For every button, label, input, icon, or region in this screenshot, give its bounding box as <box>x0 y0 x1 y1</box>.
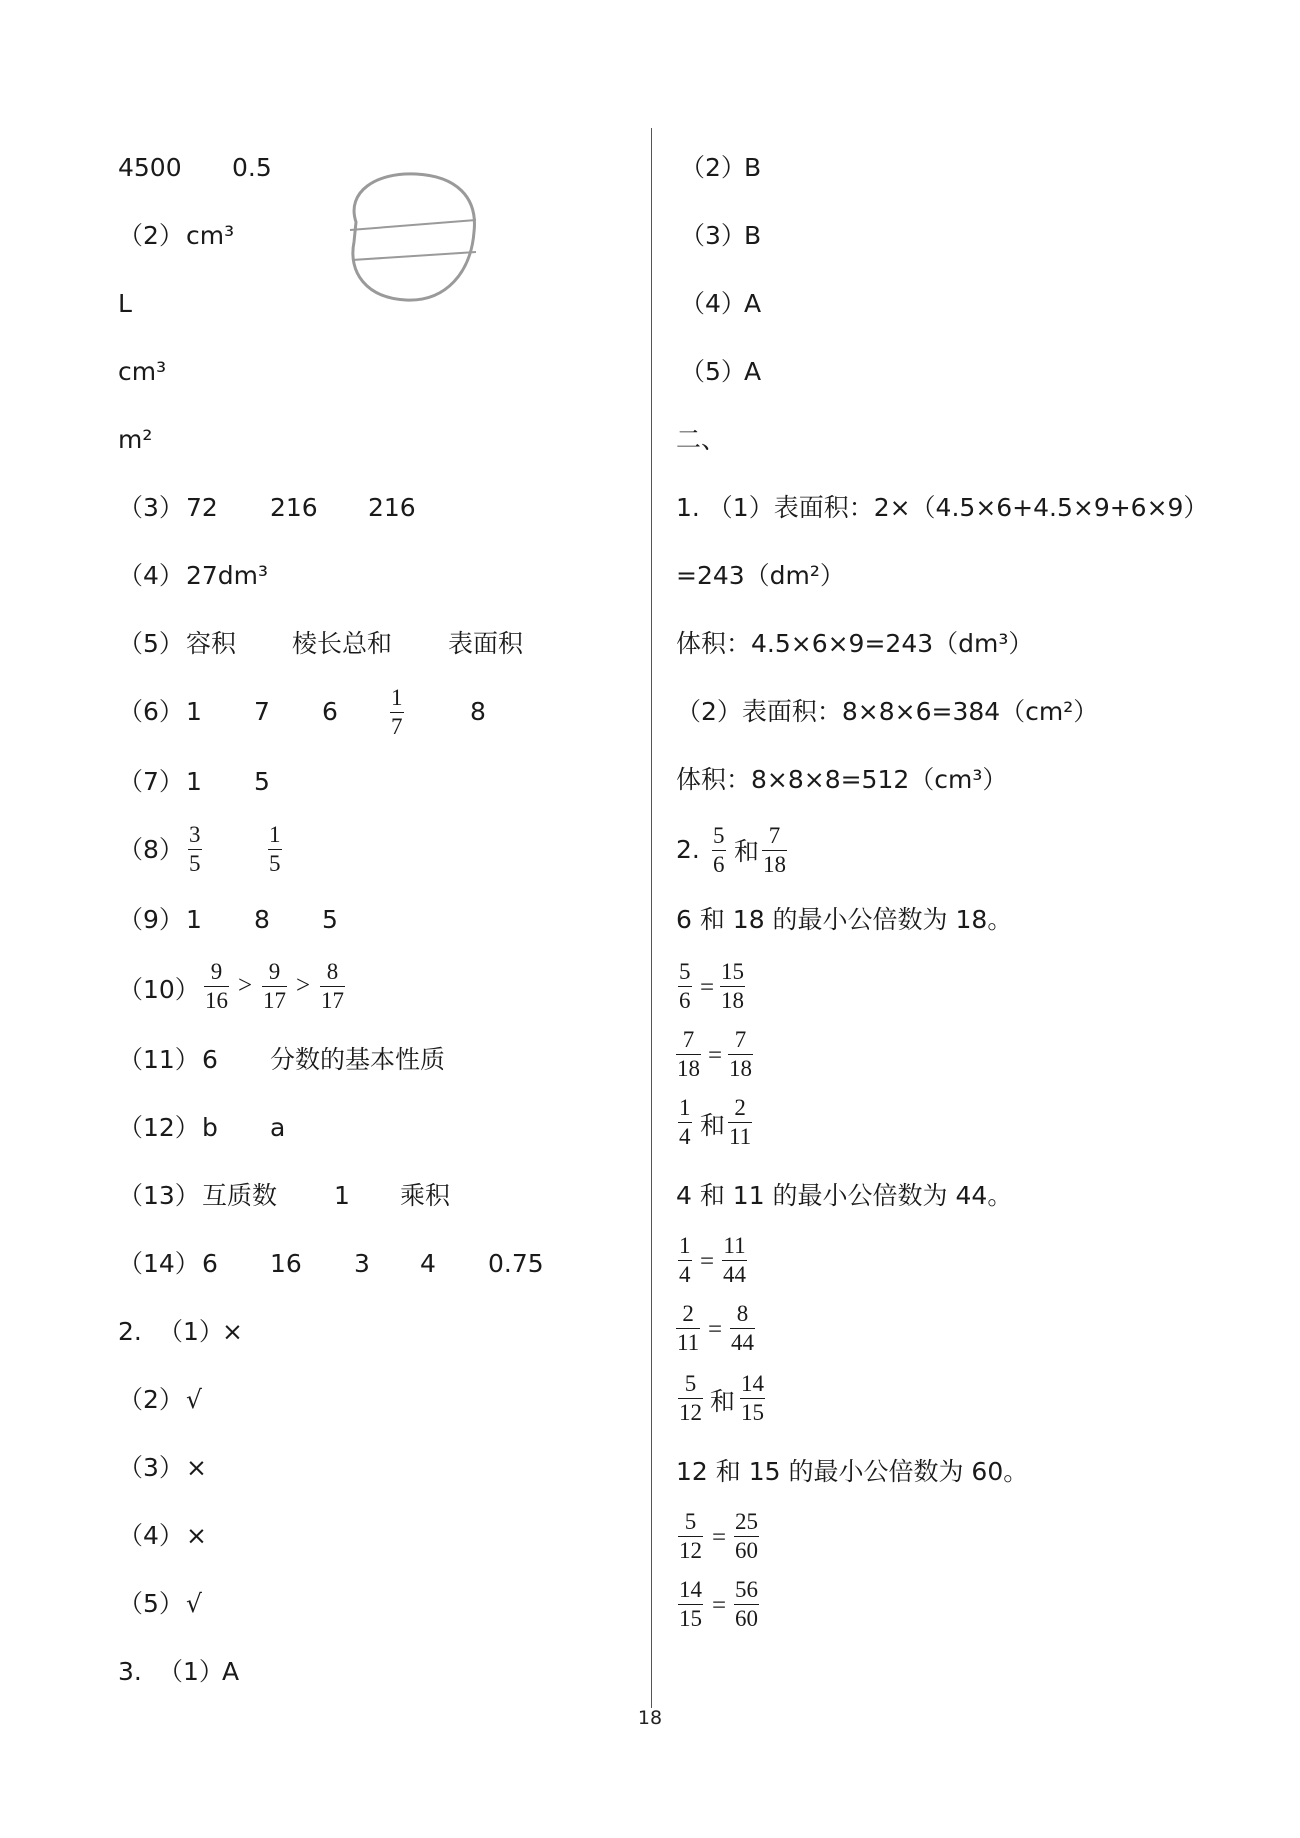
equals-sign: = <box>700 1248 715 1275</box>
answer-value: 6 <box>202 1045 218 1074</box>
denominator: 6 <box>713 852 725 877</box>
answer-value: a <box>270 1113 286 1142</box>
numerator: 5 <box>678 1508 703 1537</box>
answer-value: 5 <box>322 905 338 934</box>
answer-value: 4 <box>420 1249 436 1278</box>
fraction <box>676 1026 701 1083</box>
answer-value: 互质数 <box>202 1181 278 1210</box>
answer-value: 表面积 <box>448 629 524 658</box>
numerator: 7 <box>676 1026 701 1055</box>
fraction <box>678 1232 692 1289</box>
fraction <box>728 1026 753 1083</box>
answer-line: 体积：4.5×6×9=243（dm³） <box>676 629 1034 658</box>
item-number: （8） <box>118 835 184 864</box>
denominator: 12 <box>679 1538 702 1563</box>
numerator: 9 <box>262 958 287 987</box>
equals-sign: = <box>700 974 715 1001</box>
fraction <box>720 958 745 1015</box>
answer-value: b <box>202 1113 218 1142</box>
denominator: 12 <box>679 1400 702 1425</box>
item-number: （3） <box>118 493 184 522</box>
fraction <box>678 1370 703 1427</box>
answer-value: L <box>118 289 132 318</box>
denominator: 7 <box>391 714 403 739</box>
answer-value: 16 <box>270 1249 302 1278</box>
answer-value: 1 <box>186 697 202 726</box>
item-number: （2） <box>118 1385 184 1414</box>
equals-sign: = <box>708 1042 723 1069</box>
answer-value: 3 <box>354 1249 370 1278</box>
denominator: 44 <box>731 1330 754 1355</box>
item-number: （3） <box>680 221 746 250</box>
greater-than-sign: > <box>238 972 253 999</box>
item-number: （4） <box>118 1521 184 1550</box>
fraction <box>730 1300 755 1357</box>
denominator: 17 <box>321 988 344 1013</box>
fraction <box>740 1370 765 1427</box>
answer-line: 6 和 18 的最小公倍数为 18。 <box>676 905 1013 934</box>
denominator: 15 <box>741 1400 764 1425</box>
item-number: （12） <box>118 1113 200 1142</box>
numerator: 9 <box>204 958 229 987</box>
numerator: 8 <box>730 1300 755 1329</box>
denominator: 44 <box>723 1262 746 1287</box>
item-number: （2） <box>680 153 746 182</box>
answer-value: 6 <box>322 697 338 726</box>
answer-value: cm³ <box>118 357 167 386</box>
denominator: 6 <box>679 988 691 1013</box>
numerator: 1 <box>268 821 282 850</box>
numerator: 15 <box>720 958 745 987</box>
denominator: 11 <box>677 1330 700 1355</box>
answer-value: 7 <box>254 697 270 726</box>
answer-line: =243（dm²） <box>676 561 845 590</box>
fraction <box>678 1094 692 1151</box>
section-number: 3. <box>118 1657 142 1686</box>
fraction <box>262 958 287 1015</box>
answer-value: 乘积 <box>400 1181 451 1210</box>
denominator: 60 <box>735 1538 758 1563</box>
answer-value: 分数的基本性质 <box>270 1045 446 1074</box>
fraction <box>678 958 692 1015</box>
answer-value: 8 <box>470 697 486 726</box>
answer-value: 1 <box>186 767 202 796</box>
answer-value: × <box>186 1521 207 1550</box>
and-word: 和 <box>710 1387 736 1416</box>
numerator: 2 <box>676 1300 700 1329</box>
answer-line: 4 和 11 的最小公倍数为 44。 <box>676 1181 1013 1210</box>
denominator: 17 <box>263 988 286 1013</box>
item-number: （2） <box>118 221 184 250</box>
numerator: 1 <box>678 1094 692 1123</box>
denominator: 5 <box>189 851 201 876</box>
denominator: 15 <box>679 1606 702 1631</box>
answer-value: 6 <box>202 1249 218 1278</box>
answer-line: 12 和 15 的最小公倍数为 60。 <box>676 1457 1029 1486</box>
denominator: 60 <box>735 1606 758 1631</box>
item-number: （6） <box>118 697 184 726</box>
numerator: 5 <box>712 822 726 851</box>
equals-sign: = <box>708 1316 723 1343</box>
item-number: （9） <box>118 905 184 934</box>
numerator: 1 <box>678 1232 692 1261</box>
answer-value: 容积 <box>186 629 237 658</box>
denominator: 18 <box>763 852 786 877</box>
numerator: 14 <box>678 1576 703 1605</box>
section-number: 2. <box>676 835 700 864</box>
fraction <box>268 821 282 878</box>
numerator: 56 <box>734 1576 759 1605</box>
numerator: 3 <box>188 821 202 850</box>
answer-value: 1 <box>334 1181 350 1210</box>
item-number: （5） <box>680 357 746 386</box>
fraction <box>722 1232 747 1289</box>
denominator: 5 <box>269 851 281 876</box>
answer-value: × <box>222 1317 243 1346</box>
fraction <box>320 958 345 1015</box>
answer-value: 216 <box>368 493 416 522</box>
answer-value: 0.75 <box>488 1249 544 1278</box>
answer-value: √ <box>186 1385 202 1414</box>
numerator: 5 <box>678 1370 703 1399</box>
answer-value: B <box>744 221 762 250</box>
fraction <box>734 1508 759 1565</box>
numerator: 1 <box>390 684 404 713</box>
item-number: （1） <box>158 1317 224 1346</box>
answer-value: A <box>744 357 762 386</box>
item-number: （5） <box>118 1589 184 1618</box>
item-number: （10） <box>118 975 200 1004</box>
answer-value: 72 <box>186 493 218 522</box>
fraction <box>762 822 787 879</box>
fraction <box>390 684 404 741</box>
answer-value: 5 <box>254 767 270 796</box>
numerator: 7 <box>728 1026 753 1055</box>
answer-line: （2）表面积：8×8×6=384（cm²） <box>676 697 1099 726</box>
section-heading: 二、 <box>676 425 727 454</box>
answer-value: A <box>222 1657 240 1686</box>
answer-value: A <box>744 289 762 318</box>
item-number: （14） <box>118 1249 200 1278</box>
answer-value: 1 <box>186 905 202 934</box>
fraction <box>676 1300 700 1357</box>
denominator: 4 <box>679 1262 691 1287</box>
numerator: 8 <box>320 958 345 987</box>
stamp-logo <box>336 162 486 312</box>
and-word: 和 <box>734 837 760 866</box>
denominator: 11 <box>729 1124 752 1149</box>
item-number: （7） <box>118 767 184 796</box>
answer-value: cm³ <box>186 221 235 250</box>
item-number: （4） <box>680 289 746 318</box>
answer-value: 216 <box>270 493 318 522</box>
fraction <box>728 1094 752 1151</box>
fraction <box>712 822 726 879</box>
answer-value: 4500 <box>118 153 182 182</box>
denominator: 18 <box>721 988 744 1013</box>
equals-sign: = <box>712 1524 727 1551</box>
answer-value: 8 <box>254 905 270 934</box>
greater-than-sign: > <box>296 972 311 999</box>
answer-value: 27dm³ <box>186 561 269 590</box>
denominator: 4 <box>679 1124 691 1149</box>
answer-value: √ <box>186 1589 202 1618</box>
numerator: 14 <box>740 1370 765 1399</box>
item-number: （1） <box>158 1657 224 1686</box>
denominator: 18 <box>729 1056 752 1081</box>
item-number: （11） <box>118 1045 200 1074</box>
item-number: （4） <box>118 561 184 590</box>
numerator: 25 <box>734 1508 759 1537</box>
numerator: 2 <box>728 1094 752 1123</box>
answer-line: 体积：8×8×8=512（cm³） <box>676 765 1008 794</box>
fraction <box>678 1576 703 1633</box>
answer-value: 棱长总和 <box>292 629 393 658</box>
answer-value: 0.5 <box>232 153 272 182</box>
answer-value: B <box>744 153 762 182</box>
item-number: （13） <box>118 1181 200 1210</box>
equals-sign: = <box>712 1592 727 1619</box>
page-number: 18 <box>637 1707 663 1729</box>
denominator: 18 <box>677 1056 700 1081</box>
numerator: 5 <box>678 958 692 987</box>
numerator: 7 <box>762 822 787 851</box>
answer-value: m² <box>118 425 153 454</box>
item-number: （3） <box>118 1453 184 1482</box>
denominator: 16 <box>205 988 228 1013</box>
item-number: （5） <box>118 629 184 658</box>
numerator: 11 <box>722 1232 747 1261</box>
fraction <box>188 821 202 878</box>
answer-value: × <box>186 1453 207 1482</box>
fraction <box>734 1576 759 1633</box>
fraction <box>678 1508 703 1565</box>
fraction <box>204 958 229 1015</box>
answer-line: 1. （1）表面积：2×（4.5×6+4.5×9+6×9） <box>676 493 1209 522</box>
and-word: 和 <box>700 1111 726 1140</box>
section-number: 2. <box>118 1317 142 1346</box>
